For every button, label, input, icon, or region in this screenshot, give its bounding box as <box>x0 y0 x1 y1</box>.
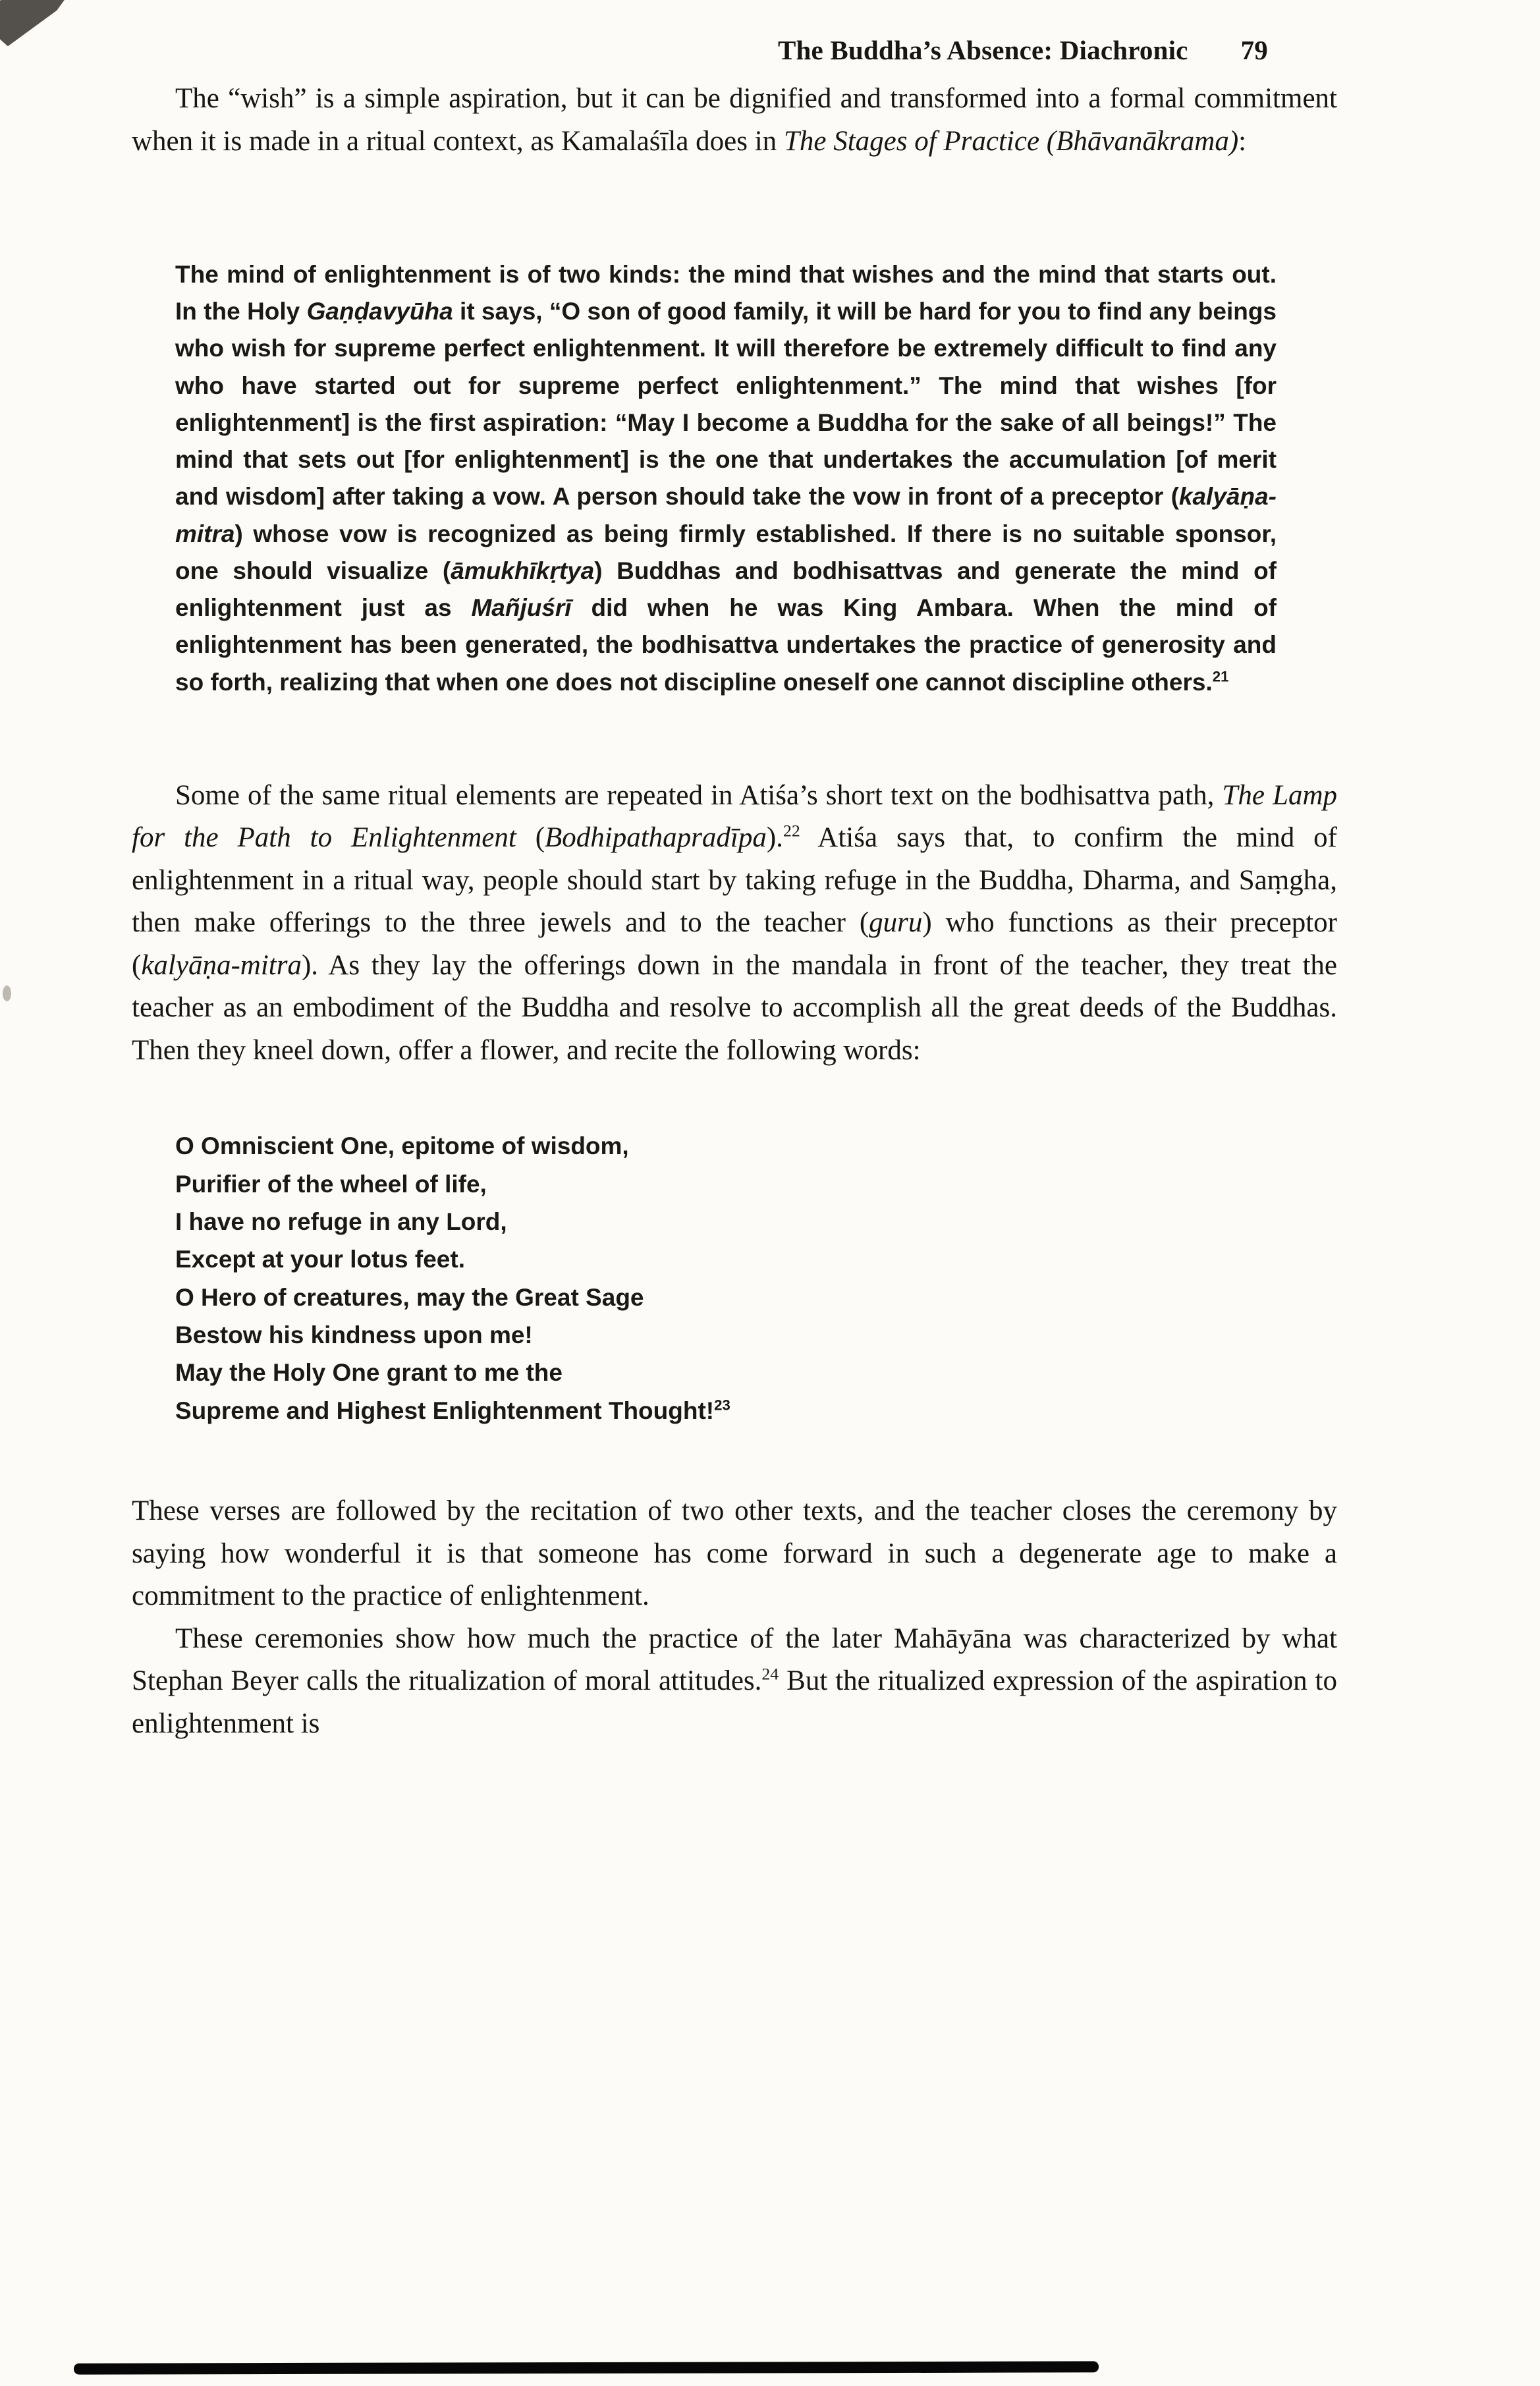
paragraph-intro: The “wish” is a simple aspiration, but it can be dignified and transformed into a formal commitment when it is made in a ritual context, as Kamalaśīla does in The Stages of Practice (Bhāvanākrama): <box>132 83 1337 157</box>
verse-quote: O Omniscient One, epitome of wisdom, Purifier of the wheel of life, I have no refuge in any Lord, Except at your lotus feet. O Hero of creatures, may the Great Sage Bestow his kindness upon me! May the Holy One grant to me the Supreme and Highest Enlightenment Thought!$^{23}$ <box>175 1132 730 1424</box>
page-number: 79 <box>1240 35 1268 65</box>
scan-speck <box>3 985 11 1001</box>
page-content <box>132 78 1337 1745</box>
paragraph-ceremonies: These ceremonies show how much the practice of the later Mahāyāna was characterized by what Stephan Beyer calls the ritualization of moral attitudes.$^{24}$ But the ritualized expression of the aspiration to enlightenment is <box>132 1623 1337 1739</box>
running-title: The Buddha’s Absence: Diachronic <box>777 35 1188 65</box>
scan-artifact-bottom-line <box>74 2361 1099 2374</box>
blockquote-kamalashila: The mind of enlightenment is of two kinds: the mind that wishes and the mind that starts out. In the Holy Gaṇḍavyūha it says, “O son of good family, it will be hard for you to find any beings who wish for supreme perfect enlightenment. It will therefore be extremely difficult to find any who have started out for supreme perfect enlightenment.” The mind that wishes [for enlightenment] is the first aspiration: “May I become a Buddha for the sake of all beings!” The mind that sets out [for enlightenment] is the one that undertakes the accumulation [of merit and wisdom] after taking a vow. A person should take the vow in front of a preceptor (kalyāṇa-mitra) whose vow is recognized as being firmly established. If there is no suitable sponsor, one should visualize (āmukhīkṛtya) Buddhas and bodhisattvas and generate the mind of enlightenment just as Mañjuśrī did when he was King Ambara. When the mind of enlightenment has been generated, the bodhisattva undertakes the practice of generosity and so forth, realizing that when one does not discipline oneself one cannot discipline others.$^{21}$ <box>175 261 1277 696</box>
scan-artifact-corner-mark <box>0 0 89 50</box>
paragraph-atisha: Some of the same ritual elements are repeated in Atiśa’s short text on the bodhisattva path, The Lamp for the Path to Enlightenment (Bodhipathapradīpa).$^{22}$ Atiśa says that, to confirm the mind of enlightenment in a ritual way, people should start by taking refuge in the Buddha, Dharma, and Saṃgha, then make offerings to the three jewels and to the teacher (guru) who functions as their preceptor (kalyāṇa-mitra). As they lay the offerings down in the mandala in front of the teacher, they treat the teacher as an embodiment of the Buddha and resolve to accomplish all the great deeds of the Buddhas. Then they kneel down, offer a flower, and recite the following words: <box>132 779 1338 1066</box>
page-header <box>132 34 1268 66</box>
paragraph-verses-followed: These verses are followed by the recitation of two other texts, and the teacher closes the ceremony by saying how wonderful it is that someone has come forward in such a degenerate age to make a commitment to the practice of enlightenment. <box>132 1495 1337 1612</box>
